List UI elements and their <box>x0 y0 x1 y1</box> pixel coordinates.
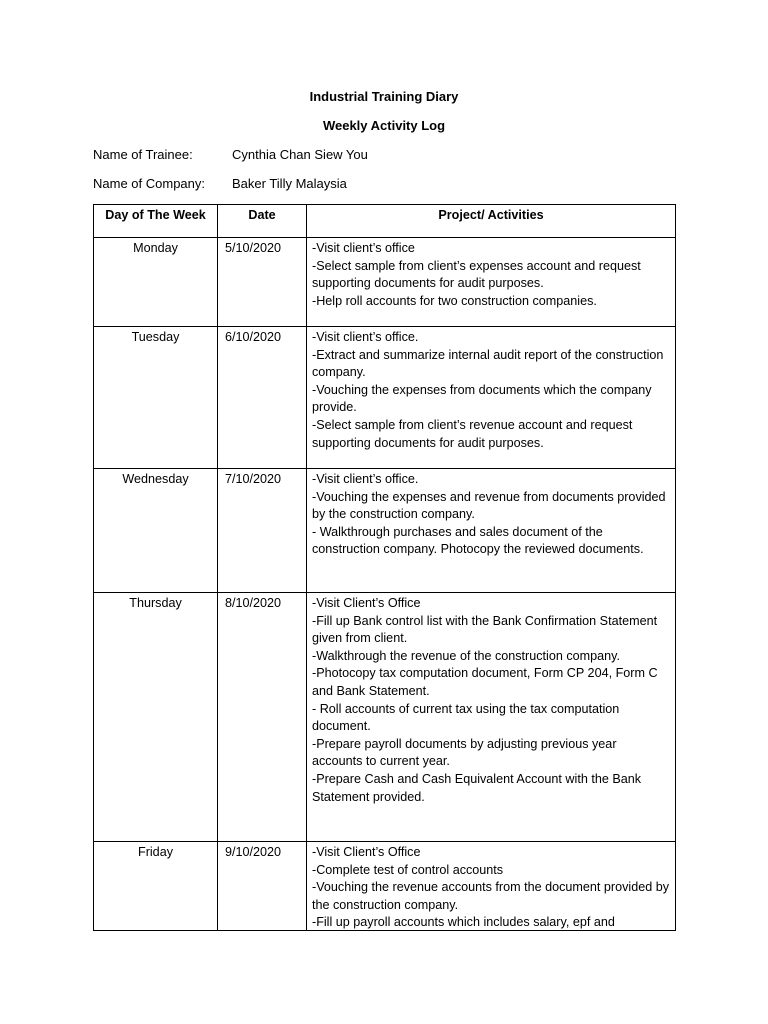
activity-item: - Roll accounts of current tax using the tax computation document. <box>312 701 620 734</box>
table-header-row <box>94 205 676 238</box>
date-cell: 8/10/2020 <box>218 593 307 842</box>
activity-item: -Vouching the expenses from documents which the company provide. <box>312 382 652 415</box>
activities-cell <box>307 469 676 593</box>
day-cell: Wednesday <box>94 469 218 593</box>
document-title: Industrial Training Diary <box>309 89 459 104</box>
activity-item: -Complete test of control accounts <box>312 862 504 877</box>
activity-item: -Visit client’s office. <box>312 330 419 344</box>
activity-item: -Vouching the revenue accounts from the document provided by the construction company. <box>312 880 670 912</box>
activities-cell <box>307 842 676 931</box>
trainee-info-row <box>93 147 368 162</box>
activity-item: -Visit Client’s Office <box>312 596 421 610</box>
day-cell: Friday <box>94 842 218 931</box>
activity-item: -Prepare Cash and Cash Equivalent Account with the Bank Statement provided. <box>312 771 642 804</box>
activity-item: -Visit client’s office <box>312 241 415 255</box>
activity-item: -Help roll accounts for two construction companies. <box>312 293 597 308</box>
table-row <box>94 593 676 842</box>
activity-item: -Visit client’s office. <box>312 472 419 486</box>
activity-item: -Walkthrough the revenue of the construction company. <box>312 648 621 663</box>
activity-item: -Vouching the expenses and revenue from documents provided by the construction company. <box>312 489 666 522</box>
table-row <box>94 469 676 593</box>
company-name: Baker Tilly Malaysia <box>232 176 347 191</box>
company-info-row <box>93 176 347 191</box>
table-row <box>94 238 676 327</box>
company-label: Name of Company: <box>93 176 205 191</box>
activity-item: -Photocopy tax computation document, Form CP 204, Form C and Bank Statement. <box>312 666 658 698</box>
activity-item: -Fill up payroll accounts which includes salary, epf and <box>312 915 615 930</box>
activity-item: -Prepare payroll documents by adjusting previous year accounts to current year. <box>312 736 617 769</box>
activities-clip <box>312 844 670 930</box>
activity-item: -Extract and summarize internal audit report of the construction company. <box>312 347 664 380</box>
document-subtitle: Weekly Activity Log <box>322 118 446 133</box>
activities-cell <box>307 327 676 469</box>
trainee-label: Name of Trainee: <box>93 147 193 162</box>
activities-cell <box>307 238 676 327</box>
date-cell: 9/10/2020 <box>218 842 307 931</box>
activity-item: -Fill up Bank control list with the Bank Confirmation Statement given from client. <box>312 613 658 646</box>
activities-cell <box>307 593 676 842</box>
header-activities: Project/ Activities <box>307 205 676 238</box>
date-cell: 6/10/2020 <box>218 327 307 469</box>
activity-item: -Visit Client’s Office <box>312 845 421 859</box>
day-cell: Tuesday <box>94 327 218 469</box>
day-cell: Monday <box>94 238 218 327</box>
date-cell: 5/10/2020 <box>218 238 307 327</box>
trainee-name: Cynthia Chan Siew You <box>232 147 368 162</box>
activity-item: -Select sample from client’s expenses account and request supporting documents for audit purposes. <box>312 258 641 291</box>
table-row <box>94 842 676 931</box>
day-cell: Thursday <box>94 593 218 842</box>
activity-log-table <box>93 204 676 931</box>
table-row <box>94 327 676 469</box>
date-cell: 7/10/2020 <box>218 469 307 593</box>
activity-item: - Walkthrough purchases and sales document of the construction company. Photocopy the reviewed documents. <box>312 524 644 557</box>
header-day: Day of The Week <box>94 205 218 238</box>
header-date: Date <box>218 205 307 238</box>
activity-item: -Select sample from client’s revenue account and request supporting documents for audit purposes. <box>312 417 633 450</box>
